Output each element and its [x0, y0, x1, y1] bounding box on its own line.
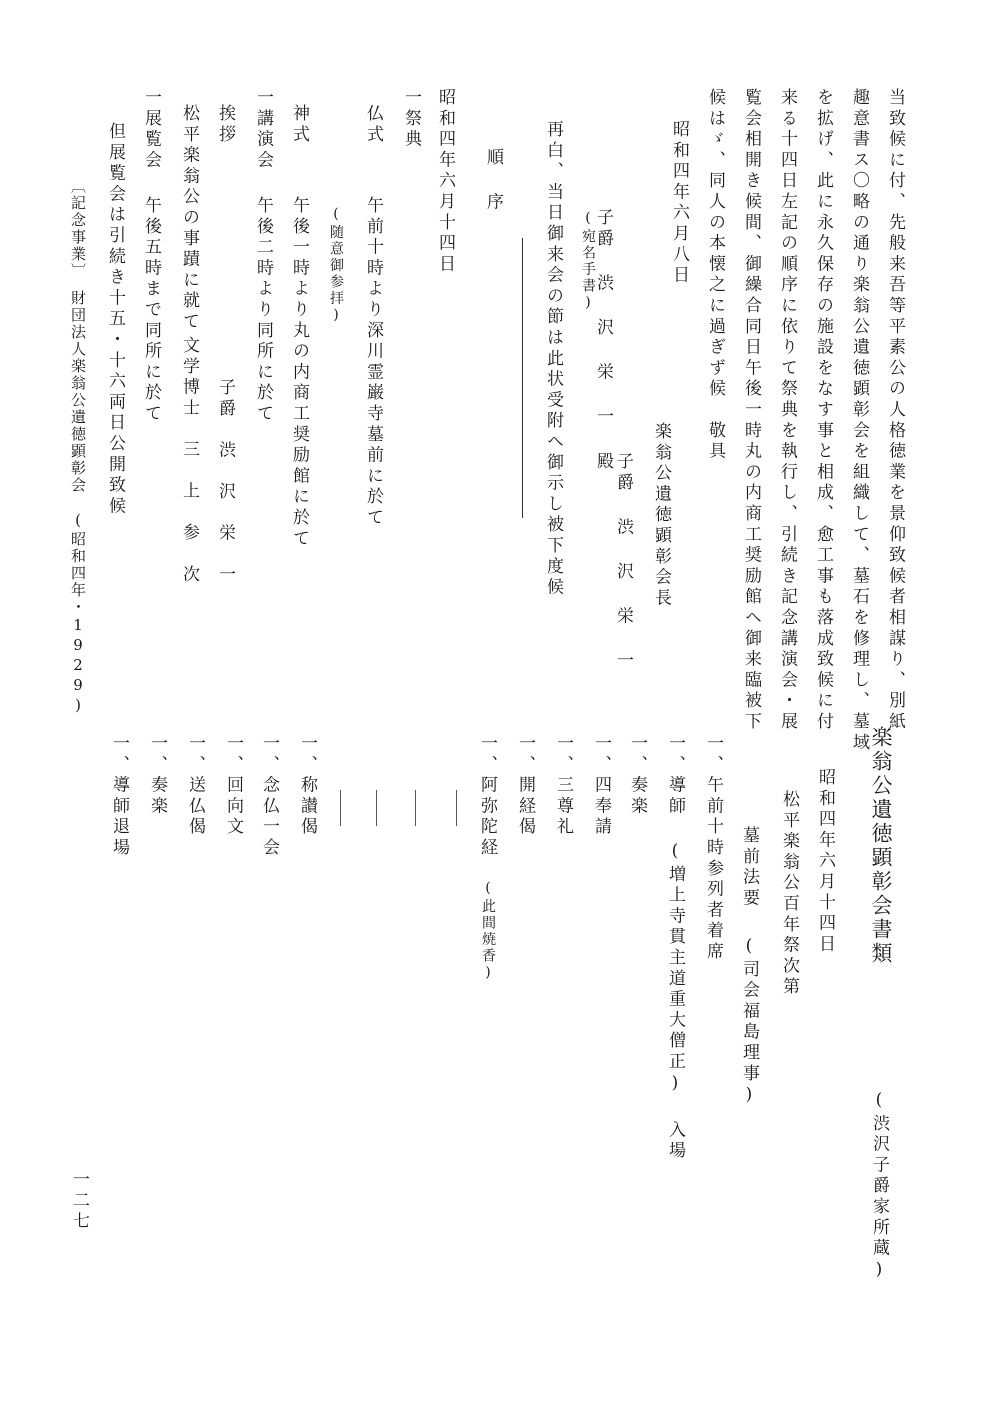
- program-item: 挨拶: [215, 104, 235, 146]
- step-item: 一、送仏偈: [185, 734, 205, 838]
- moderator-note: (司会福島理事): [739, 936, 759, 1109]
- step-item: 一、導師 (増上寺貫主道重大僧正) 入場: [665, 734, 685, 1162]
- step-item: 一、四奉請: [591, 734, 611, 838]
- program-detail: 午後五時まで同所に於て: [141, 196, 161, 425]
- incense-note: (此間焼香): [480, 880, 496, 983]
- step-item: 一、開経偈: [515, 734, 535, 838]
- program-detail: 午後一時より丸の内商工奨励館に於て: [289, 196, 309, 550]
- program-item: 一講演会: [253, 88, 273, 172]
- program-item: 神式: [289, 104, 309, 146]
- program-heading: 順 序: [483, 148, 503, 214]
- section-heading: 墓前法要: [739, 826, 759, 910]
- program-item: 一展覧会: [141, 88, 161, 172]
- program-detail: 但展覧会は引続き十五・十六両日公開致候: [105, 122, 125, 518]
- dash-mark: [415, 790, 416, 826]
- step-item: 一、阿弥陀経: [477, 734, 497, 859]
- step-item: 一、念仏一会: [259, 734, 279, 859]
- divider-line: [522, 238, 523, 518]
- program-detail: (随意御参拝): [328, 206, 344, 326]
- footer-right: 財団法人楽翁公遺徳顕彰会 (昭和四年・1929): [69, 290, 87, 716]
- addressee-note: (宛名手書): [580, 210, 596, 313]
- dash-mark: [340, 790, 341, 826]
- letter-line: 趣意書ス〇略の通り楽翁公遺徳顕彰会を組織して、墓石を修理し、墓域: [849, 88, 869, 754]
- letter-date: 昭和四年六月八日: [669, 120, 689, 287]
- postscript: 再白、当日御来会の節は此状受附へ御示し被下度候: [543, 120, 563, 599]
- letter-line: 来る十四日左記の順序に依りて祭典を執行し、引続き記念講演会・展: [777, 88, 797, 733]
- step-item: 一、奏楽: [147, 734, 167, 818]
- step-item: 一、三尊礼: [553, 734, 573, 838]
- sender-name: 子爵 渋 沢 栄 一: [613, 452, 633, 672]
- sender-org: 楽翁公遺徳顕彰会長: [651, 422, 671, 610]
- program-detail: 午前十時より深川霊巌寺墓前に於て: [363, 196, 383, 529]
- footer-left: 〔記念事業〕: [69, 178, 87, 280]
- program-detail: 午後二時より同所に於て: [253, 196, 273, 425]
- step-item: 一、導師退場: [109, 734, 129, 859]
- program-item: 松平楽翁公の事蹟に就て: [179, 104, 199, 333]
- program-item: 仏式: [363, 104, 383, 146]
- letter-line: 候はゞ、同人の本懐之に過ぎず候 敬具: [705, 88, 725, 463]
- program-item: 一祭典: [401, 88, 421, 151]
- addressee: 子爵 渋 沢 栄 一 殿: [593, 208, 613, 473]
- letter-line: を拡げ、此に永久保存の施設をなす事と相成、愈工事も落成致候に付: [813, 88, 833, 733]
- event-date: 昭和四年六月十四日: [435, 88, 455, 276]
- dash-mark: [456, 790, 457, 826]
- page-number: 一二七: [69, 1170, 89, 1233]
- program-detail: 子爵 渋 沢 栄 一: [215, 378, 235, 586]
- ceremony-date: 昭和四年六月十四日: [815, 768, 835, 956]
- document-title: 楽翁公遺徳顕彰会書類: [869, 726, 893, 966]
- letter-line: 当致候に付、先般来吾等平素公の人格徳業を景仰致候者相謀り、別紙: [885, 88, 905, 733]
- step-item: 一、午前十時参列者着席: [703, 734, 723, 963]
- step-item: 一、称讃偈: [297, 734, 317, 838]
- step-item: 一、回向文: [223, 734, 243, 838]
- program-detail: 文学博士 三 上 参 次: [179, 336, 199, 586]
- dash-mark: [376, 790, 377, 826]
- step-item: 一、奏楽: [627, 734, 647, 818]
- ceremony-subtitle: 松平楽翁公百年祭次第: [779, 790, 799, 998]
- letter-line: 覧会相開き候間、御繰合同日午後一時丸の内商工奨励館へ御来臨被下: [741, 88, 761, 733]
- source-note: (渋沢子爵家所蔵): [869, 1090, 889, 1284]
